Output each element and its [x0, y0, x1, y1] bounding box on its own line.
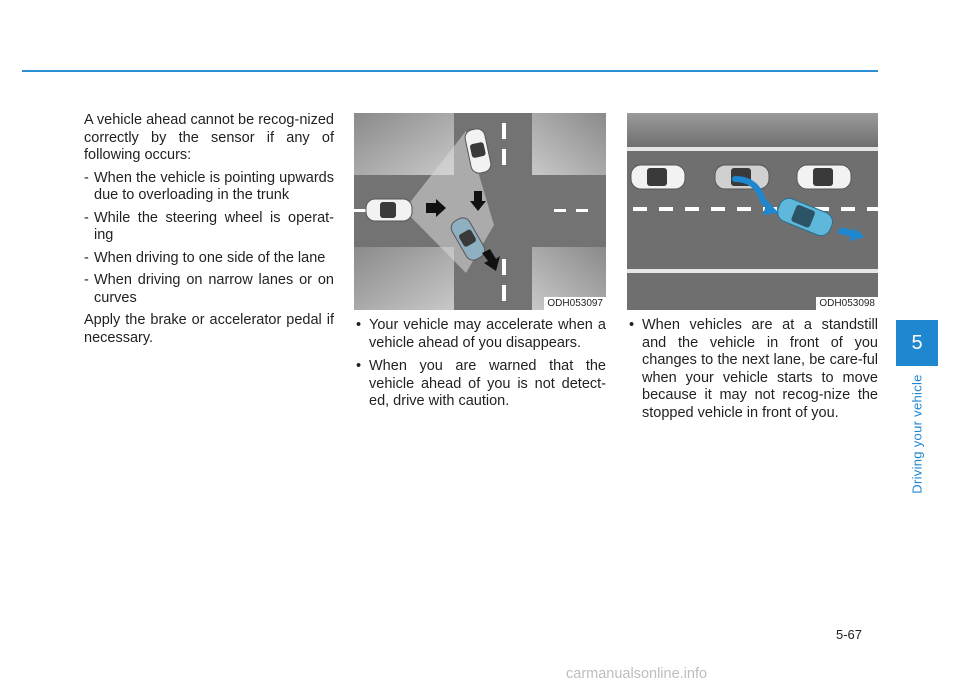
chapter-tab — [896, 320, 938, 366]
own-vehicle — [631, 165, 685, 189]
column-3-text — [627, 317, 878, 428]
figure-lane-change — [627, 113, 878, 310]
watermark: carmanualsonline.info — [566, 666, 708, 682]
figure-code: ODH053098 — [816, 297, 878, 310]
chapter-number: 5 — [911, 331, 923, 354]
column-2-text — [354, 317, 606, 417]
bullet-item: • When vehicles are at a standstill and the vehicle in front of you changes to the next lane, be care-ful when your vehicle starts to move because it may not recog-nize the stopped vehicle in front of you. — [629, 317, 878, 421]
outro-paragraph: Apply the brake or accelerator pedal if necessary. — [84, 312, 334, 346]
parked-vehicle — [797, 165, 851, 189]
list-item: - When the vehicle is pointing upwards due to overloading in the trunk — [84, 169, 334, 203]
figure-code: ODH053097 — [544, 297, 606, 310]
column-1-text — [84, 112, 334, 352]
page-number: 5-67 — [836, 627, 863, 642]
list-item: - When driving to one side of the lane — [84, 249, 326, 266]
list-item: - While the steering wheel is operat-ing — [84, 209, 334, 243]
bullet-item: • Your vehicle may accelerate when a vehicle ahead of you disappears. — [356, 317, 606, 351]
intersection-illustration — [354, 113, 606, 310]
chapter-title: Driving your vehicle — [909, 374, 925, 494]
own-vehicle — [366, 199, 412, 221]
header-rule — [22, 70, 878, 72]
list-item: - When driving on narrow lanes or on curves — [84, 272, 334, 306]
bullet-item: • When you are warned that the vehicle ahead of you is not detect-ed, drive with caution. — [356, 358, 606, 409]
intro-paragraph: A vehicle ahead cannot be recog-nized correctly by the sensor if any of following occurs: — [84, 112, 334, 163]
lane-change-illustration — [627, 113, 878, 310]
figure-intersection — [354, 113, 606, 310]
